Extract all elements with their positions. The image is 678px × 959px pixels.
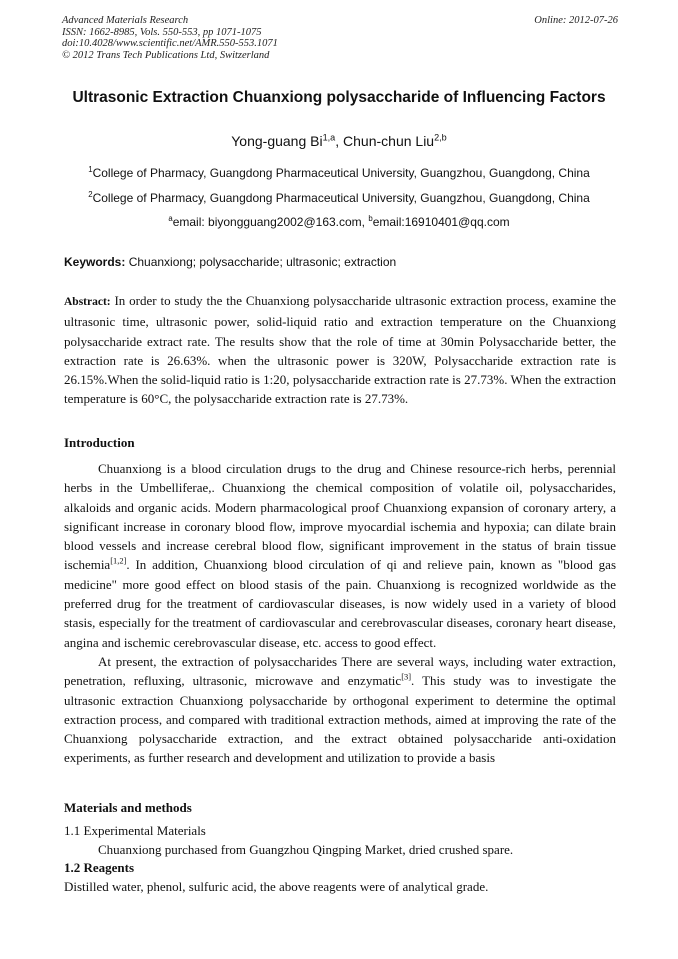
subsection-heading: 1.1 Experimental Materials	[64, 823, 206, 838]
abstract-text: In order to study the the Chuanxiong polysaccharide ultrasonic extraction process, examine the ultrasonic time, ultrasonic power, solid-liquid ratio and extraction temperature on the Chuanxiong polysaccharide extract rate. The results show that the role of time at 30min Polysaccharide better, the extraction rate is 26.63%. when the ultrasonic power is 320W, Polysaccharide extraction rate is 26.15%.When the solid-liquid ratio is 1:20, polysaccharide extraction rate is 27.73%. When the extraction temperature is 60°C, the polysaccharide extraction rate is 27.73%.	[64, 293, 616, 407]
author-superscript: 2,b	[434, 132, 447, 143]
keywords-label: Keywords:	[64, 255, 126, 269]
author-name: Chun-chun Liu	[343, 133, 435, 149]
online-date: Online: 2012-07-26	[534, 15, 618, 26]
author-line	[0, 133, 678, 149]
copyright-line: © 2012 Trans Tech Publications Ltd, Switzerland	[62, 49, 270, 61]
paragraph-text: Chuanxiong purchased from Guangzhou Qingping Market, dried crushed spare.	[98, 842, 514, 857]
paragraph-text: . In addition, Chuanxiong blood circulation of qi and relieve pain, known as "blood gas medicine" more good effect on blood stasis of the pain. Chuanxiong is recognized worldwide as the preferred drug for the treatment of cardiovascular diseases, is now widely used in a variety of blood stasis, especially for the treatment of cardiovascular and cerebrovascular diseases, coronary heart disease, angina and ischemic cerebrovascular disease, etc. access to good effect.	[64, 557, 616, 650]
section-heading: Introduction	[64, 435, 135, 450]
author-separator: ,	[335, 133, 344, 149]
affiliation	[0, 166, 678, 180]
paragraph-text: At present, the extraction of polysaccharides There are several ways, including water extraction, penetration, refluxing, ultrasonic, microwave and enzymatic	[64, 654, 616, 689]
email-text: email:16910401@qq.com	[372, 215, 510, 229]
citation: [1,2]	[110, 556, 127, 567]
affiliation-text: College of Pharmacy, Guangdong Pharmaceutical University, Guangzhou, Guangdong, China	[92, 191, 590, 205]
paragraph	[64, 652, 616, 768]
affiliation-superscript: 2	[88, 190, 93, 199]
author-superscript: 1,a	[322, 132, 336, 143]
section-heading: Materials and methods	[64, 800, 192, 815]
paragraph-text: . This study was to investigate the ultrasonic extraction Chuanxiong polysaccharide by orthogonal experiment to determine the optimal extraction process, and compared with traditional extraction methods, aimed at improving the rate of the Chuanxiong polysaccharide extraction, and the extract obtained polysaccharide anti-oxidation experiments, as further research and development and utilization to provide a basis	[64, 673, 617, 766]
paragraph	[64, 459, 616, 652]
author-name: Yong-guang Bi	[231, 133, 323, 149]
keywords	[64, 255, 620, 269]
abstract-label: Abstract:	[64, 296, 111, 308]
subsection-heading: 1.2 Reagents	[64, 860, 135, 875]
paper-title: Ultrasonic Extraction Chuanxiong polysaccharide of Influencing Factors	[72, 89, 606, 106]
journal-header	[62, 15, 618, 61]
paragraph-text: Distilled water, phenol, sulfuric acid, the above reagents were of analytical grade.	[64, 879, 489, 894]
issn-line: ISSN: 1662-8985, Vols. 550-553, pp 1071-1075	[62, 26, 262, 38]
abstract	[64, 291, 616, 409]
doi-line: doi:10.4028/www.scientific.net/AMR.550-553.1071	[62, 38, 278, 49]
affiliation-superscript: 1	[88, 165, 93, 174]
affiliation-text: College of Pharmacy, Guangdong Pharmaceutical University, Guangzhou, Guangdong, China	[92, 166, 590, 180]
email-text: email: biyongguang2002@163.com,	[172, 215, 369, 229]
paragraph-text: Chuanxiong is a blood circulation drugs to the drug and Chinese resource-rich herbs, perennial herbs in the Umbelliferae,. Chuanxiong the chemical composition of volatile oil, polysaccharides, alkaloids and organic acids. Modern pharmacological proof Chuanxiong expansion of coronary artery, a significant increase in coronary blood flow, improve myocardial ischemia and hypoxia; can dilate brain blood vessels and increase cerebral blood flow, significant improvement in the status of brain tissue ischemia	[64, 461, 616, 573]
journal-name: Advanced Materials Research	[62, 15, 189, 26]
citation: [3]	[401, 671, 412, 682]
keywords-text: Chuanxiong; polysaccharide; ultrasonic; extraction	[125, 255, 397, 269]
email-line	[0, 215, 678, 229]
email-superscript: b	[368, 214, 373, 223]
email-superscript: a	[168, 214, 173, 223]
affiliation	[0, 191, 678, 205]
